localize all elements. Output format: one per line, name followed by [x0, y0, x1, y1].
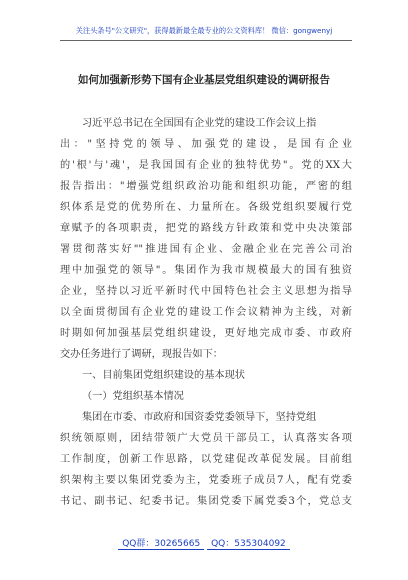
body-line: 报告指出："增强党组织政治功能和组织功能，严密的组	[60, 181, 352, 192]
body-line: 织统领原则，团结带领广大党员干部员工，认真落实各项	[60, 433, 352, 444]
body-line: 织架构主要以集团党委为主，党委班子成员7人，配有党委	[60, 475, 352, 486]
qq-group-link[interactable]: QQ群：30265665	[118, 539, 204, 550]
subsection-heading: （一）党组织基本情况	[82, 391, 184, 402]
body-line: 工作制度，创新工作思路，以党建促改革促发展。目前组	[60, 454, 352, 465]
body-line: 以全面贯彻国有企业党的建设工作会议精神为主线，对新	[60, 307, 352, 318]
body-line: 书记、副书记、纪委书记。集团党委下属党委3个，党总支	[60, 496, 352, 507]
body-line: 习近平总书记在全国国有企业党的建设工作会议上指	[82, 118, 317, 129]
body-line: 企业，坚持以习近平新时代中国特色社会主义思想为指导	[60, 286, 352, 297]
body-line: 署贯彻落实好""推进国有企业、金融企业在完善公司治	[60, 244, 352, 255]
body-line: 出："坚持党的领导、加强党的建设，是国有企业	[60, 139, 352, 150]
body-line: 织体系是党的优势所在、力量所在。各级党组织要履行党	[60, 202, 352, 213]
body-line: 理中加强党的领导"。集团作为我市规模最大的国有独资	[60, 265, 352, 276]
section-heading: 一、目前集团党组织建设的基本现状	[82, 370, 245, 381]
document-body	[60, 113, 352, 512]
qq-contact-link[interactable]: QQ：535304092	[207, 539, 290, 550]
body-line: 时期如何加强基层党组织建设，更好地完成市委、市政府	[60, 328, 352, 339]
footer-contact	[0, 536, 408, 549]
body-line: 集团在市委、市政府和国资委党委领导下，坚持党组	[82, 412, 317, 423]
body-line: 交办任务进行了调研，现报告如下：	[60, 349, 223, 360]
body-line: 的'根'与'魂'，是我国国有企业的独特优势"。党的XX大	[60, 160, 352, 171]
document-title: 如何加强新形势下国有企业基层党组织建设的调研报告	[78, 74, 330, 86]
body-line: 章赋予的各项职责，把党的路线方针政策和党中央决策部	[60, 223, 352, 234]
header-note: 关注头条号"公文研究"，获得最新最全最专业的公文资料库！ 微信：gongwenyj	[75, 26, 333, 35]
header-divider	[60, 40, 352, 41]
